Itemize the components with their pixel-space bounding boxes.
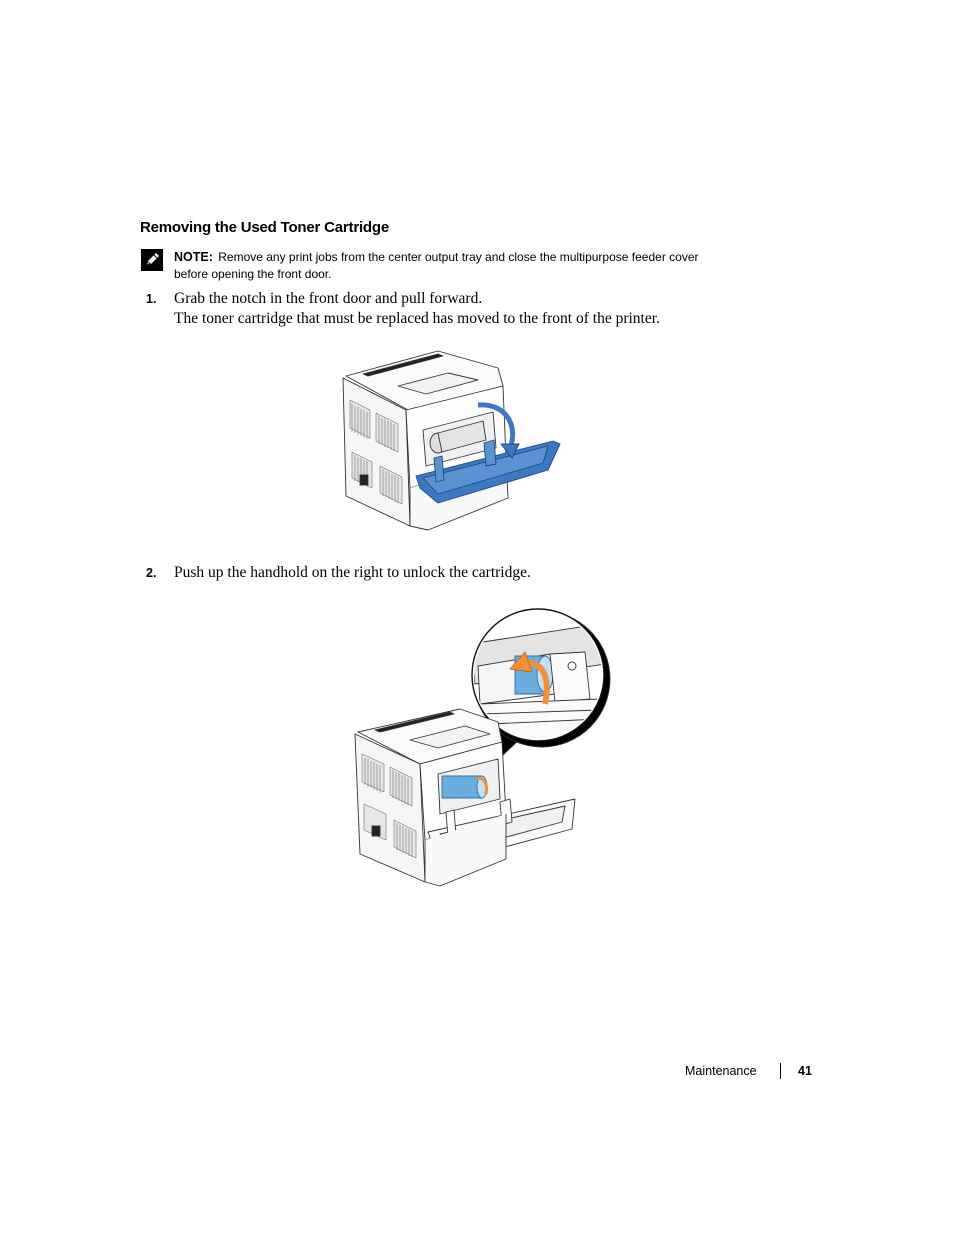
- footer-divider: [780, 1063, 781, 1079]
- note-label: NOTE:: [174, 250, 213, 264]
- printer-front-door-open-illustration: [338, 348, 568, 533]
- footer-section-name: Maintenance: [685, 1064, 757, 1078]
- note-line-2: before opening the front door.: [174, 267, 332, 281]
- footer-page-number: 41: [798, 1064, 812, 1078]
- section-heading: Removing the Used Toner Cartridge: [140, 219, 389, 236]
- pencil-note-icon: [141, 249, 163, 271]
- step-1-text: Grab the notch in the front door and pull forward.: [174, 290, 483, 307]
- note-text-1: Remove any print jobs from the center output tray and close the multipurpose feeder cover: [218, 250, 699, 264]
- unlock-cartridge-illustration: [350, 604, 620, 889]
- step-1-number: 1.: [146, 292, 157, 306]
- step-2-text: Push up the handhold on the right to unlock the cartridge.: [174, 564, 531, 581]
- note-block: [174, 249, 774, 283]
- step-1-result: The toner cartridge that must be replaced has moved to the front of the printer.: [174, 310, 660, 327]
- note-line-1: [174, 249, 774, 266]
- step-2-number: 2.: [146, 566, 157, 580]
